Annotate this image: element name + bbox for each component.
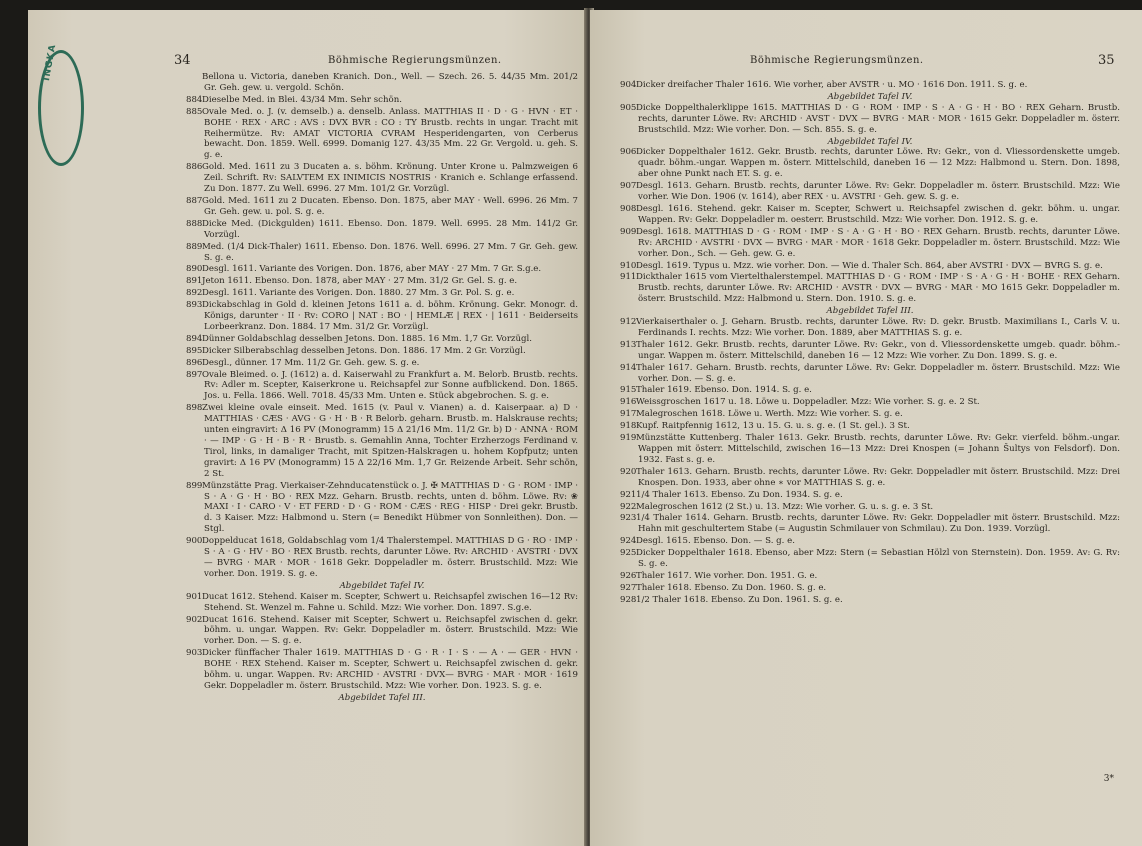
entry-text: Vierkaiserthaler o. J. Geharn. Brustb. rechts, darunter Löwe. Rv: D. gekr. Brustb. Maximilians I., Carls V. u. Ferdinands I. rechts. Mzz: Wie vorher. Don. 1889, aber MATTHIAS S. g. e. bbox=[636, 317, 1120, 338]
entry-text: Thaler 1612. Gekr. Brustb. rechts, darunter Löwe. Rv: Gekr., von d. Vliessordenskette umgeb. quadr. böhm.-ungar. Wappen m. österr. Mittelschild, daneben 16 — 12 Mzz: Wie vorher. Zu Don. 1899. S. g. e. bbox=[636, 339, 1120, 361]
entry-number: 900 bbox=[186, 536, 203, 547]
entry-text: Desgl. 1613. Geharn. Brustb. rechts, darunter Löwe. Rv: Gekr. Doppeladler m. österr. Brustschild. Mzz: Wie vorher. Wie Don. 1906 (v. 1614), aber REX · u. AVSTRI · Geh. gew. S. g. e. bbox=[636, 181, 1120, 203]
catalog-entry bbox=[620, 583, 1120, 594]
plate-caption: Abgebildet Tafel III. bbox=[338, 692, 426, 703]
entry-number: 897 bbox=[186, 369, 203, 380]
left-running-head: Böhmische Regierungsmünzen. bbox=[328, 55, 502, 66]
catalog-entry bbox=[620, 147, 1120, 180]
catalog-entry bbox=[620, 502, 1120, 513]
entry-text: Dicke Med. (Dickgulden) 1611. Ebenso. Don. 1879. Well. 6995. 28 Mm. 141/2 Gr. Vorzügl. bbox=[202, 218, 578, 240]
catalog-entry bbox=[186, 162, 578, 195]
entry-number: 894 bbox=[186, 333, 203, 344]
plate-caption: Abgebildet Tafel IV. bbox=[827, 91, 913, 102]
entry-number: 902 bbox=[186, 614, 203, 625]
catalog-entry bbox=[620, 595, 1120, 606]
entry-number: 890 bbox=[186, 264, 203, 275]
entry-number: 922 bbox=[620, 501, 637, 512]
entry-text: Münzstätte Prag. Vierkaiser-Zehnducatenstück o. J. ✠ MATTHIAS D · G · ROM · IMP · S · A · G · H · BO · REX Mzz. Geharn. Brustb. rechts, unten d. böhm. Löwe. Rv: ❀ MAXI · I · CARO · V · ET FERD · D · G · ROM · CÆS · REG · HISP · Drei gekr. Brustb. d. 3 Kaiser. Mzz: Halbmond u. Stern (= Benedikt Hübmer von Sonnleithen). Don. — Stgl. bbox=[202, 480, 578, 535]
entry-text: Doppelducat 1618, Goldabschlag vom 1/4 Thalerstempel. MATTHIAS D G · RO · IMP · S · A · G · HV · BO · REX Brustb. rechts, darunter Löwe. Rv: ARCHID · AVSTRI · DVX — BVRG · MAR · MOR · 1618 Gekr. Doppeladler m. österr. Brustschild. Mzz: Wie vorher. Don. 1919. S. g. e. bbox=[202, 536, 578, 579]
entry-number: 891 bbox=[186, 276, 203, 287]
entry-number: 901 bbox=[186, 591, 203, 602]
entry-number: 924 bbox=[620, 536, 637, 547]
entry-text: Desgl. 1618. MATTHIAS D · G · ROM · IMP · S · A · G · H · BO · REX Geharn. Brustb. rechts, darunter Löwe. Rv: ARCHID · AVSTRI · DVX — BVRG · MAR · MOR · 1618 Gekr. Doppeladler m. österr. Brustschild. Mzz: Wie vorher. Don., Sch. — Geh. gew. G. e. bbox=[636, 226, 1120, 259]
entry-number: 908 bbox=[620, 203, 637, 214]
entry-number: 923 bbox=[620, 513, 637, 524]
entry-text: Bellona u. Victoria, daneben Kranich. Don., Well. — Szech. 26. 5. 44/35 Mm. 201/2 Gr. Geh. gew. u. vergold. Schön. bbox=[202, 72, 578, 93]
catalog-entry bbox=[620, 548, 1120, 570]
catalog-entry bbox=[186, 346, 578, 357]
entry-number: 888 bbox=[186, 218, 203, 229]
catalog-entry bbox=[620, 363, 1120, 385]
entry-number: 889 bbox=[186, 241, 203, 252]
entry-number: 887 bbox=[186, 195, 203, 206]
left-page-number: 34 bbox=[174, 53, 191, 68]
catalog-entry bbox=[620, 385, 1120, 396]
right-page bbox=[590, 10, 1142, 846]
catalog-entry bbox=[186, 536, 578, 580]
catalog-entry bbox=[620, 317, 1120, 339]
entry-text: 1/4 Thaler 1613. Ebenso. Zu Don. 1934. S. g. e. bbox=[636, 489, 843, 500]
catalog-entry bbox=[186, 264, 578, 275]
catalog-entry bbox=[620, 409, 1120, 420]
catalog-entry bbox=[186, 242, 578, 264]
entry-text: Ovale Med. o. J. (v. demselb.) a. denselb. Anlass. MATTHIAS II · D · G · HVN · ET · BOHE · REX · ARC : AVS : DVX BVR : CO : TY Brustb. rechts in ungar. Tracht mit Reihermütze. Rv: AMAT VICTORIA CVRAM Hesperidengarten, von Cerberus bewacht. Don. 1859. Well. 6999. Domanig 127. 43/35 Mm. 22 Gr. Vergold. u. geh. S. g. e. bbox=[202, 106, 578, 161]
catalog-entry bbox=[186, 592, 578, 614]
entry-number: 896 bbox=[186, 357, 203, 368]
entry-number: 895 bbox=[186, 345, 203, 356]
entry-text: Dickthaler 1615 vom Viertelthalerstempel. MATTHIAS D · G · ROM · IMP · S · A · G · H · BOHE · REX Geharn. Brustb. rechts, darunter Löwe. Rv: ARCHID · AVSTR · DVX — BVRG · MAR · MO 1615 Gekr. Doppeladler m. österr. Brustschild. Mzz: Halbmond u. Stern. Don. 1910. S. g. e. bbox=[636, 272, 1120, 305]
entry-text: Zwei kleine ovale einseit. Med. 1615 (v. Paul v. Vianen) a. d. Kaiserpaar. a) D · MATTHIAS · CÆS · AVG · G · H · B · R Belorb. geharn. Brustb. m. Halskrause rechts; unten eingravirt: Δ 16 PV (Monogramm) 15 Δ 21/16 Mm. 11/2 Gr. b) D · ANNA · ROM · — IMP · G · H · B · R · Brustb. s. Gemahlin Anna, Tochter Erzherzogs Ferdinand v. Tirol, links, in damaliger Tracht, mit Spitzen-Halskragen u. hohem Kopfputz; unten gravirt: Δ 16 PV (Monogramm) 15 Δ 22/16 Mm. 1,7 Gr. Reizende Arbeit. Sehr schön, 2 St. bbox=[202, 403, 578, 479]
catalog-entry bbox=[620, 261, 1120, 272]
entry-number: 925 bbox=[620, 548, 637, 559]
entry-text: Dünner Goldabschlag desselben Jetons. Don. 1885. 16 Mm. 1,7 Gr. Vorzügl. bbox=[202, 333, 532, 344]
entry-number: 893 bbox=[186, 300, 203, 311]
entry-text: Dicker fünffacher Thaler 1619. MATTHIAS D · G · R · I · S · — A · — GER · HVN · BOHE · REX Stehend. Kaiser m. Scepter, Schwert u. Reichsapfel zwischen d. gekr. böhm. u. ungar. Wappen. Rv: ARCHID · AVSTRI · DVX— BVRG · MAR · MOR · 1619 Gekr. Doppeladler m. österr. Brustschild. Mzz: Wie vorher. Don. 1923. S. g. e. bbox=[202, 648, 578, 691]
entry-text: 1/2 Thaler 1618. Ebenso. Zu Don. 1961. S. g. e. bbox=[636, 594, 843, 605]
catalog-entry bbox=[620, 397, 1120, 408]
entry-text: Dickabschlag in Gold d. kleinen Jetons 1611 a. d. böhm. Krönung. Gekr. Monogr. d. Königs, darunter · II · Rv: CORO | NAT : BO · | HEMLÆ | REX · | 1611 · Beiderseits Lorbeerkranz. Don. 1884. 17 Mm. 31/2 Gr. Vorzügl. bbox=[202, 300, 578, 332]
entry-number: 919 bbox=[620, 433, 637, 444]
catalog-entry bbox=[186, 648, 578, 692]
catalog-entry bbox=[620, 272, 1120, 305]
entry-text: Dicker Doppelthaler 1612. Gekr. Brustb. rechts, darunter Löwe. Rv: Gekr., von d. Vliessordenskette umgeb. quadr. böhm.-ungar. Wappen m. österr. Mittelschild, daneben 16 — 12 Mzz: Halbmond u. Stern. Don. 1898, aber ohne Punkt nach ET. S. g. e. bbox=[636, 147, 1120, 180]
entry-number: 921 bbox=[620, 489, 637, 500]
entry-text: Med. (1/4 Dick-Thaler) 1611. Ebenso. Don. 1876. Well. 6996. 27 Mm. 7 Gr. Geh. gew. S. g. e. bbox=[202, 241, 578, 263]
entry-number: 899 bbox=[186, 480, 203, 491]
entry-number: 886 bbox=[186, 162, 203, 173]
entry-number: 892 bbox=[186, 288, 203, 299]
entry-text: Thaler 1617. Geharn. Brustb. rechts, darunter Löwe. Rv: Gekr. Doppeladler m. österr. Brustschild. Mzz: Wie vorher. Don. — S. g. e. bbox=[636, 362, 1120, 384]
entry-number: 916 bbox=[620, 397, 637, 408]
plate-caption: Abgebildet Tafel III. bbox=[826, 306, 914, 317]
catalog-entry bbox=[186, 95, 578, 106]
library-stamp-text: INGKA bbox=[42, 43, 59, 82]
catalog-entry bbox=[186, 358, 578, 369]
entry-number: 910 bbox=[620, 260, 637, 271]
entry-number: 904 bbox=[620, 80, 637, 90]
entry-number: 903 bbox=[186, 648, 203, 659]
entry-number: 920 bbox=[620, 466, 637, 477]
catalog-entry bbox=[186, 196, 578, 218]
catalog-entry bbox=[186, 300, 578, 333]
entry-text: Dicker dreifacher Thaler 1616. Wie vorher, aber AVSTR · u. MO · 1616 Don. 1911. S. g. e. bbox=[636, 80, 1028, 90]
entry-text: Desgl., dünner. 17 Mm. 11/2 Gr. Geh. gew. S. g. e. bbox=[202, 357, 420, 368]
entry-text: Dicke Doppelthalerklippe 1615. MATTHIAS D · G · ROM · IMP · S · A · G · H · BO · REX Geharn. Brustb. rechts, darunter Löwe. Rv: ARCHID · AVST · DVX — BVRG · MAR · MOR · 1615 Gekr. Doppeladler m. österr. Brustschild. Mzz: Wie vorher. Don. — Sch. 855. S. g. e. bbox=[636, 102, 1120, 135]
entry-text: Desgl. 1611. Variante des Vorigen. Don. 1876, aber MAY · 27 Mm. 7 Gr. S.g.e. bbox=[202, 264, 542, 275]
left-page bbox=[28, 10, 588, 846]
right-running-head: Böhmische Regierungsmünzen. bbox=[750, 55, 924, 66]
entry-number: 913 bbox=[620, 339, 637, 350]
catalog-entry bbox=[186, 370, 578, 403]
entry-text: Desgl. 1619. Typus u. Mzz. wie vorher. Don. — Wie d. Thaler Sch. 864, aber AVSTRI · DVX — BVRG S. g. e. bbox=[636, 260, 1103, 271]
catalog-entry bbox=[620, 103, 1120, 136]
catalog-entry bbox=[620, 467, 1120, 489]
catalog-entry bbox=[186, 288, 578, 299]
catalog-entry bbox=[620, 490, 1120, 501]
entry-text: Münzstätte Kuttenberg. Thaler 1613. Gekr. Brustb. rechts, darunter Löwe. Rv: Gekr. vierfeld. böhm.-ungar. Wappen mit österr. Mittelschild, zwischen 16—13 Mzz: Drei Knospen (= Johann Šultys von Felsdorf). Don. 1932. Fast s. g. e. bbox=[636, 433, 1120, 465]
catalog-entry bbox=[620, 421, 1120, 432]
catalog-entry bbox=[620, 204, 1120, 226]
entry-text: Kupf. Raitpfennig 1612, 13 u. 15. G. u. s. g. e. (1 St. gel.). 3 St. bbox=[636, 421, 910, 432]
catalog-entry bbox=[186, 403, 578, 479]
entry-number: 898 bbox=[186, 403, 203, 414]
entry-text: Gold. Med. 1611 zu 3 Ducaten a. s. böhm. Krönung. Unter Krone u. Palmzweigen 6 Zeil. Schrift. Rv: SALVTEM EX INIMICIS NOSTRIS · Kranich e. Schlange erfassend. Zu Don. 1877. Zu Well. 6996. 27 Mm. 101/2 Gr. Vorzügl. bbox=[202, 162, 578, 195]
catalog-entry bbox=[186, 615, 578, 648]
entry-number: 905 bbox=[620, 102, 637, 113]
right-column bbox=[620, 80, 1120, 607]
signature-mark: 3* bbox=[1103, 774, 1114, 784]
entry-number: 918 bbox=[620, 421, 637, 432]
catalog-entry bbox=[186, 481, 578, 536]
entry-text: Dicker Doppelthaler 1618. Ebenso, aber Mzz: Stern (= Sebastian Hölzl von Sternstein). Don. 1959. Av: G. Rv: S. g. e. bbox=[636, 548, 1120, 570]
entry-text: 1/4 Thaler 1614. Geharn. Brustb. rechts, darunter Löwe. Rv: Gekr. Doppeladler mit österr. Brustschild. Mzz: Hahn mit geschultertem Stabe (= Augustin Schmilauer von Schmilau). Zu Don. 1939. Vorzügl. bbox=[636, 513, 1120, 535]
catalog-entry bbox=[620, 513, 1120, 535]
entry-number: 928 bbox=[620, 594, 637, 605]
entry-text: Dicker Silberabschlag desselben Jetons. Don. 1886. 17 Mm. 2 Gr. Vorzügl. bbox=[202, 345, 526, 356]
entry-number: 926 bbox=[620, 570, 637, 581]
catalog-entry bbox=[620, 571, 1120, 582]
left-column bbox=[186, 72, 578, 704]
entry-number: 907 bbox=[620, 181, 637, 192]
entry-number: 927 bbox=[620, 582, 637, 593]
entry-number: 884 bbox=[186, 94, 203, 105]
entry-number: 885 bbox=[186, 106, 203, 117]
entry-text: Weissgroschen 1617 u. 18. Löwe u. Doppeladler. Mzz: Wie vorher. S. g. e. 2 St. bbox=[636, 397, 980, 408]
catalog-entry bbox=[620, 227, 1120, 260]
catalog-entry bbox=[620, 181, 1120, 203]
entry-number: 906 bbox=[620, 147, 637, 158]
catalog-entry bbox=[620, 433, 1120, 466]
entry-text: Thaler 1617. Wie vorher. Don. 1951. G. e. bbox=[636, 570, 818, 581]
entry-number: 911 bbox=[620, 272, 637, 283]
entry-text: Desgl. 1616. Stehend. gekr. Kaiser m. Scepter, Schwert u. Reichsapfel zwischen d. gekr. böhm. u. ungar. Wappen. Rv: Gekr. Doppeladler m. oesterr. Brustschild. Mzz: Wie vorher. Don. 1912. S. g. e. bbox=[636, 203, 1120, 225]
entry-text: Malegroschen 1612 (2 St.) u. 13. Mzz: Wie vorher. G. u. s. g. e. 3 St. bbox=[636, 501, 934, 512]
entry-text: Desgl. 1611. Variante des Vorigen. Don. 1880. 27 Mm. 3 Gr. Pol. S. g. e. bbox=[202, 288, 515, 299]
catalog-entry bbox=[186, 334, 578, 345]
entry-text: Desgl. 1615. Ebenso. Don. — S. g. e. bbox=[636, 536, 795, 547]
catalog-entry bbox=[186, 107, 578, 162]
entry-number: 914 bbox=[620, 362, 637, 373]
entry-number: 915 bbox=[620, 385, 637, 396]
entry-text: Gold. Med. 1611 zu 2 Ducaten. Ebenso. Don. 1875, aber MAY · Well. 6996. 26 Mm. 7 Gr. Geh. gew. u. pol. S. g. e. bbox=[202, 195, 578, 217]
catalog-entry bbox=[186, 72, 578, 94]
entry-text: Ducat 1612. Stehend. Kaiser m. Scepter, Schwert u. Reichsapfel zwischen 16—12 Rv: Stehend. St. Wenzel m. Fahne u. Schild. Mzz: Wie vorher. Don. 1897. S.g.e. bbox=[202, 591, 578, 613]
catalog-entry bbox=[186, 219, 578, 241]
catalog-entry bbox=[620, 340, 1120, 362]
catalog-entry bbox=[620, 80, 1120, 91]
entry-text: Thaler 1619. Ebenso. Don. 1914. S. g. e. bbox=[636, 385, 812, 396]
entry-text: Thaler 1618. Ebenso. Zu Don. 1960. S. g. e. bbox=[636, 582, 827, 593]
entry-text: Dieselbe Med. in Blei. 43/34 Mm. Sehr schön. bbox=[202, 94, 402, 105]
entry-number: 909 bbox=[620, 226, 637, 237]
catalog-entry bbox=[620, 536, 1120, 547]
right-page-number: 35 bbox=[1098, 53, 1115, 68]
plate-caption: Abgebildet Tafel IV. bbox=[339, 580, 425, 591]
plate-caption: Abgebildet Tafel IV. bbox=[827, 136, 913, 147]
entry-text: Ovale Bleimed. o. J. (1612) a. d. Kaiserwahl zu Frankfurt a. M. Belorb. Brustb. rechts. Rv: Adler m. Scepter, Kaiserkrone u. Reichsapfel zur Sonne aufblickend. Don. 1865. Jos. u. Fella. 1866. Well. 7018. 45/33 Mm. Unten e. Stück abgebrochen. S. g. e. bbox=[202, 369, 578, 402]
entry-text: Thaler 1613. Geharn. Brustb. rechts, darunter Löwe. Rv: Gekr. Doppeladler mit österr. Brustschild. Mzz: Drei Knospen. Don. 1933, aber ohne ∗ vor MATTHIAS S. g. e. bbox=[636, 466, 1120, 488]
entry-number: 912 bbox=[620, 317, 637, 328]
catalog-entry bbox=[186, 276, 578, 287]
entry-text: Malegroschen 1618. Löwe u. Werth. Mzz: Wie vorher. S. g. e. bbox=[636, 409, 903, 420]
entry-text: Jeton 1611. Ebenso. Don. 1878, aber MAY · 27 Mm. 31/2 Gr. Gel. S. g. e. bbox=[202, 276, 518, 287]
entry-text: Ducat 1616. Stehend. Kaiser mit Scepter, Schwert u. Reichsapfel zwischen d. gekr. böhm. u. ungar. Wappen. Rv: Gekr. Doppeladler m. österr. Brustschild. Mzz: Wie vorher. Don. — S. g. e. bbox=[202, 614, 578, 647]
entry-number: 917 bbox=[620, 409, 637, 420]
